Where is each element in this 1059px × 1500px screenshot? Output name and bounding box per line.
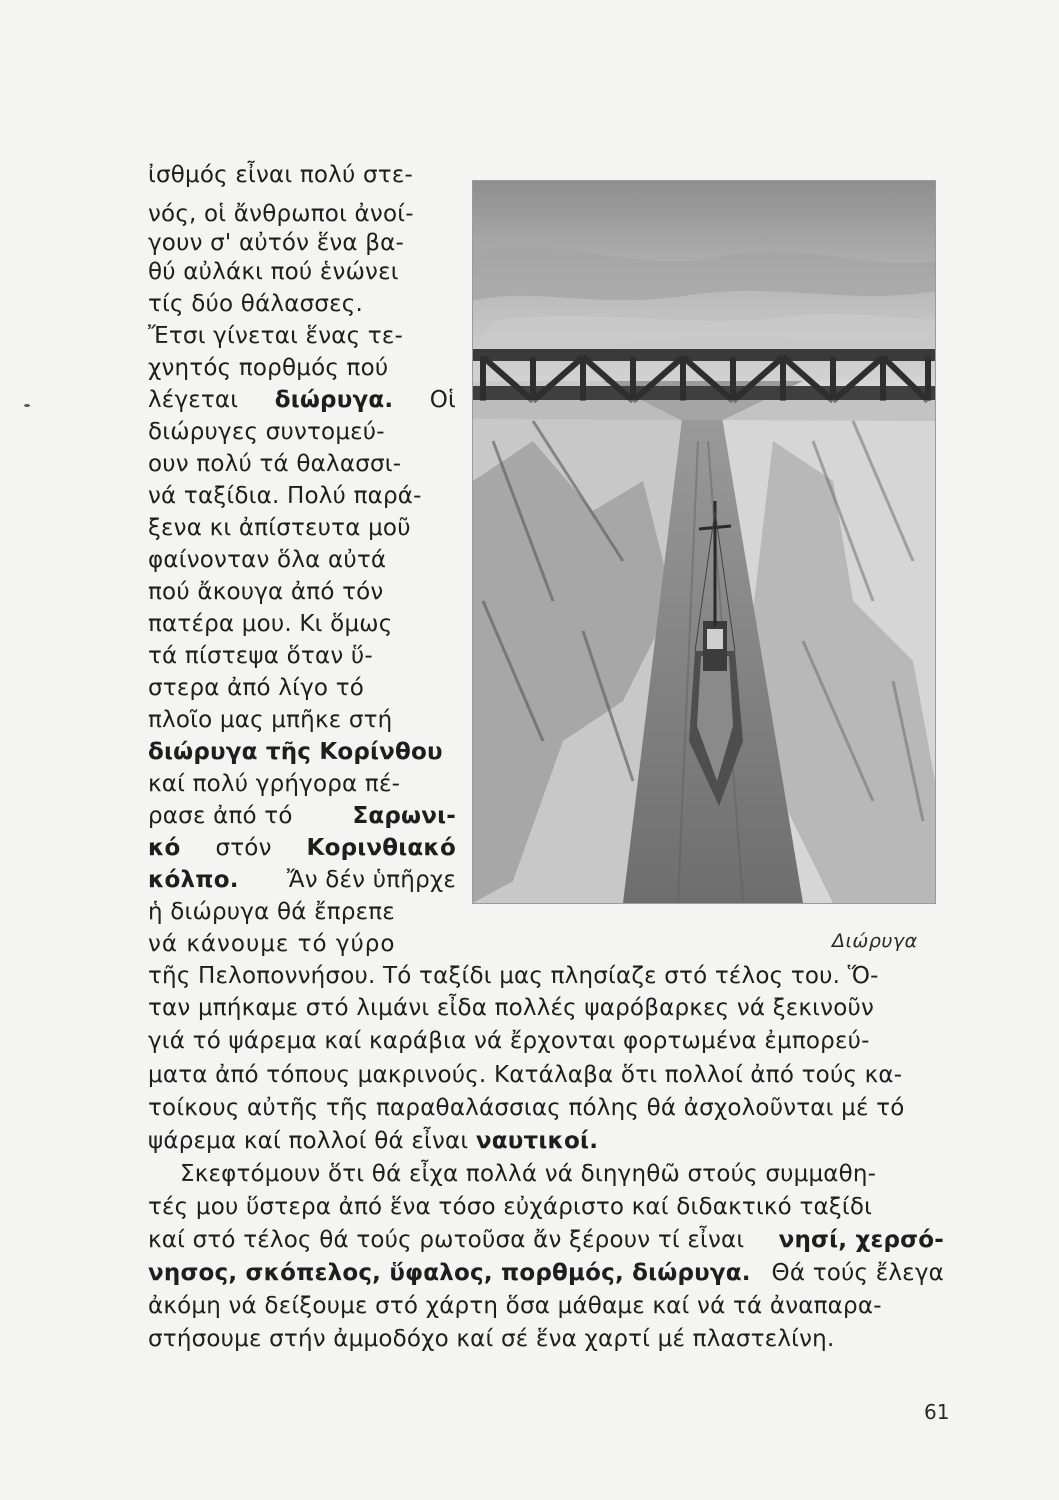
text-span: πού ἄκουγα ἀπό τόν	[148, 579, 384, 605]
text-line	[148, 546, 456, 575]
text-line	[148, 994, 944, 1023]
bold-term: ναυτικοί.	[475, 1128, 599, 1154]
text-line	[148, 834, 456, 863]
bold-term: Σαρωνι-	[352, 803, 456, 829]
bold-term: διώρυγα.	[274, 387, 394, 413]
text-line	[148, 610, 456, 639]
text-span: τές μου ὕστερα ἀπό ἕνα τόσο εὐχάριστο καί διδακτικό ταξίδι	[148, 1194, 873, 1220]
text-line	[148, 482, 456, 511]
text-span: καί στό τέλος θά τούς ρωτοῦσα ἄν ξέρουν τί εἶναι	[148, 1227, 745, 1253]
text-line	[148, 674, 456, 703]
text-span: διώρυγες συντομεύ-	[148, 419, 385, 445]
text-line	[148, 1127, 598, 1156]
text-line	[148, 290, 363, 319]
text-line	[148, 229, 456, 258]
text-span: ουν πολύ τά θαλασσι-	[148, 451, 402, 477]
text-span: Σκεφτόμουν ὅτι θά εἶχα πολλά νά διηγηθῶ στούς συμμαθη-	[180, 1161, 877, 1187]
text-span: ἰσθμός εἶναι πολύ στε-	[148, 162, 413, 188]
text-span: νά ταξίδια. Πολύ παρά-	[148, 483, 422, 509]
text-span: πλοῖο μας μπῆκε στή	[148, 707, 393, 733]
text-line	[148, 930, 395, 959]
text-line	[148, 161, 456, 190]
text-span: ταν μπήκαμε στό λιμάνι εἶδα πολλές ψαρόβαρκες νά ξεκινοῦν	[148, 995, 875, 1021]
text-line	[148, 1094, 944, 1123]
text-span: Οἱ	[429, 387, 456, 413]
text-span: ἡ διώρυγα θά ἔπρεπε	[148, 899, 395, 925]
text-line	[148, 386, 456, 415]
text-line	[148, 770, 456, 799]
canal-illustration	[472, 180, 936, 904]
text-line	[148, 418, 456, 447]
page-number: 61	[924, 1400, 950, 1424]
text-line	[148, 1061, 944, 1090]
text-line	[148, 738, 443, 767]
text-span: Θά τούς ἔλεγα	[771, 1260, 944, 1286]
text-line	[148, 962, 944, 991]
text-span: στήσουμε στήν ἀμμοδόχο καί σέ ἕνα χαρτί μέ πλαστελίνη.	[148, 1326, 835, 1352]
text-line	[148, 450, 456, 479]
text-line	[148, 1226, 944, 1255]
text-line	[148, 1027, 944, 1056]
bold-term: κόλπο.	[148, 867, 239, 893]
text-line	[180, 1160, 944, 1189]
text-line	[148, 866, 456, 895]
text-span: τά πίστεψα ὅταν ὕ-	[148, 643, 373, 669]
text-span: λέγεται	[148, 387, 239, 413]
text-span: τοίκους αὐτῆς τῆς παραθαλάσσιας πόλης θά ἀσχολοῦνται μέ τό	[148, 1095, 905, 1121]
text-span: πατέρα μου. Κι ὅμως	[148, 611, 393, 637]
scan-speck	[24, 404, 30, 407]
text-span: γιά τό ψάρεμα καί καράβια νά ἔρχονται φορτωμένα ἐμπορεύ-	[148, 1028, 870, 1054]
text-line	[148, 1259, 944, 1288]
text-line	[148, 1325, 926, 1354]
text-line	[148, 200, 456, 229]
text-span: νός, οἱ ἄνθρωποι ἀνοί-	[148, 201, 414, 227]
text-line	[148, 354, 456, 383]
text-span: τῆς Πελοποννήσου. Τό ταξίδι μας πλησίαζε στό τέλος του. Ὅ-	[148, 963, 879, 989]
bridge-deck	[473, 349, 935, 361]
text-span: ψάρεμα καί πολλοί θά εἶναι	[148, 1128, 469, 1154]
text-span: ξενα κι ἀπίστευτα μοῦ	[148, 515, 411, 541]
text-span: ἀκόμη νά δείξουμε στό χάρτη ὅσα μάθαμε καί νά τά ἀναπαρα-	[148, 1293, 882, 1319]
text-span: νά κάνουμε τό γύρο	[148, 931, 396, 957]
text-line	[148, 898, 456, 927]
text-span: θύ αὐλάκι πού ἑνώνει	[148, 259, 399, 285]
text-span: καί πολύ γρήγορα πέ-	[148, 771, 401, 797]
text-line	[148, 322, 456, 351]
canal-painting	[473, 181, 935, 903]
text-span: στόν	[215, 835, 272, 861]
text-span: γουν σ' αὐτόν ἕνα βα-	[148, 230, 404, 256]
bold-term: νησος, σκόπελος, ὕφαλος, πορθμός, διώρυγα.	[148, 1260, 751, 1286]
bridge-shadow	[473, 400, 935, 421]
text-line	[148, 642, 456, 671]
text-span: χνητός πορθμός πού	[148, 355, 389, 381]
text-line	[148, 258, 456, 287]
text-span: φαίνονταν ὅλα αὐτά	[148, 547, 387, 573]
text-line	[148, 1292, 944, 1321]
text-span: Ἄν δέν ὑπῆρχε	[286, 867, 456, 893]
bold-term: κό	[148, 835, 181, 861]
bold-term: διώρυγα τῆς Κορίνθου	[148, 739, 443, 765]
text-line	[148, 706, 456, 735]
text-line	[148, 802, 456, 831]
text-line	[148, 1193, 944, 1222]
text-span: στερα ἀπό λίγο τό	[148, 675, 365, 701]
text-span: τίς δύο θάλασσες.	[148, 291, 364, 317]
text-line	[148, 514, 456, 543]
bold-term: Κορινθιακό	[306, 835, 456, 861]
bold-term: νησί, χερσό-	[778, 1227, 944, 1253]
text-span: Ἔτσι γίνεται ἕνας τε-	[148, 323, 403, 349]
figure-caption: Διώρυγα	[832, 930, 918, 952]
text-span: ρασε ἀπό τό	[148, 803, 293, 829]
text-line	[148, 578, 456, 607]
text-span: ματα ἀπό τόπους μακρινούς. Κατάλαβα ὅτι πολλοί ἀπό τούς κα-	[148, 1062, 903, 1088]
